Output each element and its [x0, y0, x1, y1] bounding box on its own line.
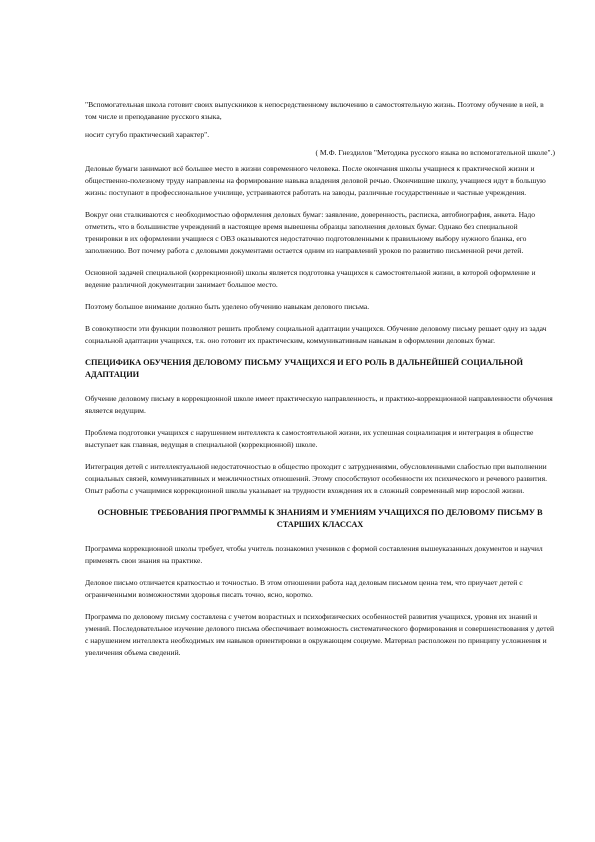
- paragraph: Деловые бумаги занимают всё большее место в жизни современного человека. После окончания школы учащиеся к практической жизни и общественно-полезному труду направлены на формирование навыка владения деловой речью. Окончившие школу, учащиеся идут в большую жизнь: поступают в профессиональное училище, устраиваются работать на заводы, различные государственные и частные учреждения.: [85, 164, 546, 197]
- paragraph: Программа коррекционной школы требует, чтобы учитель познакомил учеников с формой составления вышеуказанных документов и научил применять свои знания на практике.: [85, 544, 543, 565]
- paragraph: Программа по деловому письму составлена с учетом возрастных и психофизических особенностей развития учащихся, уровня их знаний и умений. Последовательное изучение делового письма обеспечивает возможность систематического формирования и совершенствования у детей с нарушением интеллекта необходимых им навыков ориентировки в окружающем социуме. Материал расположен по принципу усложнения и увеличения объема сведений.: [85, 612, 555, 657]
- epigraph-author: ( М.Ф. Гнездилов "Методика русского языка во вспомогательной школе".): [315, 148, 555, 157]
- paragraph: Обучение деловому письму в коррекционной школе имеет практическую направленность, и практико-коррекционной направленности обучения является ведущим.: [85, 394, 553, 415]
- paragraph: Деловое письмо отличается краткостью и точностью. В этом отношении работа над деловым письмом ценна тем, что приучает детей с ограниченными возможностями здоровья писать точно, ясно, коротко.: [85, 578, 523, 599]
- document-page: [85, 0, 555, 842]
- section-heading: СПЕЦИФИКА ОБУЧЕНИЯ ДЕЛОВОМУ ПИСЬМУ УЧАЩИХСЯ И ЕГО РОЛЬ В ДАЛЬНЕЙШЕЙ СОЦИАЛЬНОЙ АДАПТАЦИИ: [85, 358, 523, 379]
- epigraph-text: "Вспомогательная школа готовит своих выпускников к непосредственному включению в самостоятельную жизнь. Поэтому обучение в ней, в том числе и преподавание русского языка,: [85, 100, 544, 121]
- paragraph: Вокруг они сталкиваются с необходимостью оформления деловых бумаг: заявление, доверенность, расписка, автобиография, анкета. Надо отметить, что в большинстве учреждений в настоящее время вывешены образцы заполнения деловых бумаг. Однако без специальной тренировки в их оформлении учащиеся с ОВЗ оказываются недостаточно подготовленными к правильному выбору нужного бланка, его заполнению. Вот почему работа с деловыми документами остается одним из направлений уроков по развитию письменной речи детей.: [85, 210, 536, 255]
- paragraph: Проблема подготовки учащихся с нарушением интеллекта к самостоятельной жизни, их успешная социализация и интеграция в обществе выступает как главная, ведущая в специальной (коррекционной) школе.: [85, 428, 534, 449]
- section-heading: ОСНОВНЫЕ ТРЕБОВАНИЯ ПРОГРАММЫ К ЗНАНИЯМ И УМЕНИЯМ УЧАЩИХСЯ ПО ДЕЛОВОМУ ПИСЬМУ В СТАРШИХ КЛАССАХ: [97, 508, 543, 529]
- paragraph: В совокупности эти функции позволяют решить проблему социальной адаптации учащихся. Обучение деловому письму решает одну из задач социальной адаптации учащихся, т.к. оно готовит их практическим, коммуникативным навыкам в оформлении деловых бумаг.: [85, 324, 547, 345]
- paragraph: Поэтому большое внимание должно быть уделено обучению навыкам делового письма.: [85, 302, 370, 311]
- paragraph: Интеграция детей с интеллектуальной недостаточностью в общество проходит с затруднениями, обусловленными слабостью при выполнении социальных связей, коммуникативных и межличностных отношений. Этому способствуют особенности их психического и речевого развития. Опыт работы с учащимися коррекционной школы указывает на трудности вхождения их в сложный современный мир взрослой жизни.: [85, 462, 547, 495]
- epigraph: [85, 99, 555, 141]
- paragraph: Основной задачей специальной (коррекционной) школы является подготовка учащихся к самостоятельной жизни, в которой оформление и ведение различной документации занимает большое место.: [85, 268, 536, 289]
- epigraph-text-end: носит сугубо практический характер".: [85, 130, 210, 139]
